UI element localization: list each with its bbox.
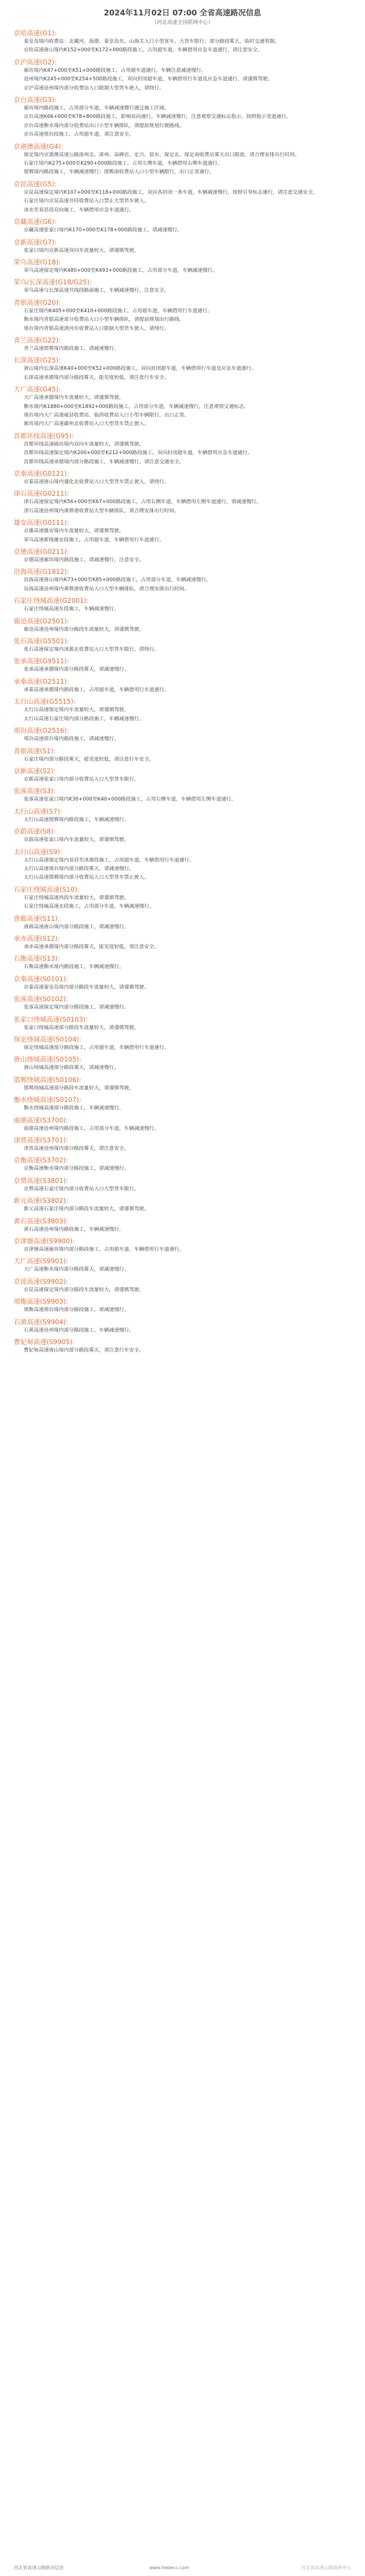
road-section (14, 1015, 351, 1031)
road-title: 曲港高速(S3700): (14, 1116, 68, 1124)
road-section (14, 746, 351, 763)
road-notice: 沿海高速唐山境内K73+000至K85+000路段施工，占用部分车道，车辆减速慢行。 (23, 577, 212, 583)
road-section (14, 1136, 351, 1152)
road-notice: 京台高速邢台段施工，占用超车道，请注意安全。 (23, 132, 135, 138)
road-notice: 张石高速保定境内涞源北收费站入口大型货车限行，请绕行。 (23, 647, 160, 653)
road-title: 衡水绕城高速(S0107): (14, 1096, 82, 1104)
road-notice: 津石高速沧州境内黄骅港收费站大型车辆排队，请合理安排出行时间。 (23, 508, 180, 514)
road-section (14, 217, 351, 234)
road-title: 曹妃甸高速(S9905): (14, 1338, 75, 1346)
road-section (14, 847, 351, 881)
road-section (14, 1216, 351, 1233)
road-notice: 黄石高速沧州境内路段施工，车辆减速慢行。 (23, 1226, 124, 1232)
road-title: 津石高速(G0211): (14, 489, 70, 498)
road-section (14, 914, 351, 930)
road-section (14, 1156, 351, 1172)
road-section (14, 518, 351, 544)
road-notice: 唐廊高速唐山境内部分路段施工，请减速慢行。 (23, 924, 129, 930)
road-section (14, 1256, 351, 1273)
road-notice: 廊坊境内K47+000至K51+000路段施工，占用超车道通行，车辆注意减速慢行。 (23, 67, 206, 74)
road-notice: 京秦高速唐山境内遵化北收费站入口大型货车禁止驶入，请绕行。 (23, 479, 169, 485)
road-section (14, 336, 351, 352)
road-section (14, 954, 351, 970)
road-notice: 邯郸绕城高速部分路段车流量较大，请谨慎驾驶。 (23, 1085, 135, 1091)
road-title: 首都环线高速(G95): (14, 431, 74, 440)
road-title: 大广高速(G45): (14, 385, 61, 394)
road-title: 京新高速(G7): (14, 238, 57, 246)
road-notice: 石家庄绕城高速西段车流量较大，请谨慎驾驶。 (23, 895, 129, 901)
road-title: 保定绕城高速(S0104): (14, 1035, 82, 1043)
road-title: 新元高速(S3802): (14, 1197, 68, 1205)
road-notice: 廊沧高速沧州境内部分路段车流量较大，请谨慎驾驶。 (23, 626, 144, 632)
road-section (14, 431, 351, 466)
road-title: 津晋高速(S3701): (14, 1136, 68, 1145)
road-notice: 太行山高速邯郸境内部分收费站入口大型货车禁止驶入。 (23, 875, 149, 881)
road-section (14, 1317, 351, 1334)
road-notice: 首都环线高速承德境内部分路段施工，车辆减速慢行，请注意交通安全。 (23, 459, 185, 465)
road-title: 石衡高速(S13): (14, 954, 60, 963)
road-notice: 张涿高速张家口境内K30+000至K40+000路段施工，占用右侧车道，车辆借用左侧车道通行。 (23, 797, 237, 803)
road-title: 京秦高速(S0101): (14, 974, 68, 983)
road-title: 唐廊高速(S11): (14, 914, 60, 922)
road-title: 张承高速(G9511): (14, 657, 70, 666)
road-section (14, 238, 351, 254)
road-title: 京秦高速(G0121): (14, 470, 70, 477)
road-notice: 京雄高速雄安境内车流量较大，请谨慎驾驶。 (23, 528, 124, 534)
page-source: （河北高速全国联网中心） (151, 20, 213, 26)
road-title: 京港澳高速(G4): (14, 142, 63, 150)
road-notice: 保定绕城高速部分路段施工，占用超车道，车辆借用行车道通行。 (23, 1045, 169, 1051)
road-title: 雄安高速(G0111): (14, 519, 70, 527)
road-title: 京昆高速(S9902): (14, 1277, 68, 1285)
road-notice: 京秦高速秦皇岛境内部分路段车流量较大，请谨慎驾驶。 (23, 984, 149, 990)
road-title: 京赞高速(S3801): (14, 1176, 68, 1185)
road-title: 廊沧高速(G2501): (14, 617, 70, 625)
road-notice: 京哈高速唐山境内K152+000至K172+000路段施工，占用超车道，车辆借用应急车道通行，请注意安全。 (23, 47, 263, 54)
road-section (14, 1176, 351, 1193)
road-title: 太行山高速(S9): (14, 847, 62, 856)
road-notice: 津石高速保定境内K56+000至K67+000路段施工，占用右侧车道，车辆借用左侧车道通行，请减速慢行。 (23, 499, 262, 505)
road-notice: 荣乌高速保定境内K480+000至K493+000路段施工，占用部分车道，车辆减速慢行。 (23, 267, 218, 273)
road-title: 大广高速(S9901): (14, 1257, 68, 1265)
road-section (14, 885, 351, 911)
road-title: 长深高速(G25): (14, 356, 61, 365)
road-section (14, 1196, 351, 1213)
road-section (14, 142, 351, 176)
road-title: 邢衡高速(S9903): (14, 1297, 68, 1306)
road-title: 承秦高速(G2511): (14, 677, 70, 685)
road-notice: 沿海高速沧州境内黄骅港收费站入口大型车辆排队，请合理安排出行时间。 (23, 586, 189, 592)
road-notice: 唐山绕城高速部分路段雾天，请减速慢行。 (23, 1065, 119, 1071)
road-section (14, 28, 351, 54)
road-notice: 京沪高速沧州境内部分收费站入口限制大型货车驶入，请绕行。 (23, 85, 164, 91)
road-title: 太行山高速(S7): (14, 807, 62, 815)
road-title: 荣乌/长深高速(G18/G25): (14, 278, 92, 287)
road-section (14, 596, 351, 613)
road-notice: 廊坊境内路段施工，占用部分车道，车辆减速慢行通过施工区域。 (23, 105, 169, 112)
road-section (14, 726, 351, 742)
road-notice: 京蔚高速张家口境内车流量较大，请谨慎驾驶。 (23, 837, 129, 843)
road-notice: 津晋高速沧州境内部分路段雾天，请注意安全。 (23, 1146, 129, 1152)
road-section (14, 1236, 351, 1253)
road-title: 太行山高速(G5515): (14, 697, 76, 706)
road-section (14, 1277, 351, 1293)
road-title: 承赤高速(S12): (14, 934, 60, 942)
footer-left: 河北省高速公路路况信息 (14, 2565, 64, 2570)
road-notice: 太行山高速邯郸境内路段施工，车辆减速慢行。 (23, 817, 129, 823)
road-notice: 石衡高速衡水境内路段施工，车辆减速慢行。 (23, 964, 124, 970)
road-section (14, 469, 351, 485)
road-section (14, 1075, 351, 1092)
road-section (14, 617, 351, 633)
road-section (14, 1035, 351, 1051)
road-notice: 石家庄境内K405+000至K410+000路段施工，占用超车道，车辆借用行车道通行。 (23, 308, 213, 314)
road-title: 邯郸绕城高速(S0106): (14, 1075, 82, 1084)
road-title: 邢汾高速(G2516): (14, 726, 70, 735)
road-section (14, 1297, 351, 1313)
road-section (14, 974, 351, 991)
road-notice: 大广高速承德境内车流量较大，请谨慎驾驶。 (23, 395, 124, 401)
road-notice: 保定境内京港澳高速公路涿州北、涿州、高碑店、定兴、徐水、保定北、保定南收费站雾天出口限流，请合理安排出行时间。 (23, 152, 300, 158)
road-section (14, 1055, 351, 1071)
road-notice: 张家口绕城高速部分路段车流量较大，请谨慎驾驶。 (23, 1024, 139, 1031)
road-section (14, 356, 351, 381)
road-title: 荣乌高速(G18): (14, 258, 61, 266)
road-title: 石黄高速(S9904): (14, 1317, 68, 1326)
road-notice: 京德高速廊坊境内路段施工，请减速慢行，注意安全。 (23, 557, 144, 564)
road-notice: 张涿高速保定境内部分路段施工，请减速慢行。 (23, 1005, 129, 1011)
road-notice: 太行山高速保定境内车流量较大，请谨慎驾驶。 (23, 707, 129, 713)
road-notice: 邢台境内青银高速清河东收费站入口限制大型货车驶入，请绕行。 (23, 325, 169, 332)
road-section (14, 1337, 351, 1354)
road-notice: 首都环线高速廊坊境内双向车流量较大，请谨慎驾驶。 (23, 441, 144, 447)
road-title: 石家庄绕城高速(G2001): (14, 597, 89, 605)
road-notice: 衡水绕城高速部分路段施工，车辆减速慢行。 (23, 1105, 124, 1112)
road-notice: 荣乌高速与长深高速共线段路面施工，车辆减速慢行，注意安全。 (23, 288, 169, 294)
road-section (14, 934, 351, 950)
road-notice: 大广高速衡水境内部分路段雾天，请减速慢行。 (23, 1267, 129, 1273)
road-notice: 京津塘高速廊坊境内部分路段施工，占用超车道，车辆借用行车道通行。 (23, 1247, 185, 1253)
road-title: 京津塘高速(S9900): (14, 1237, 75, 1246)
road-title: 京哈高速(G1): (14, 29, 57, 37)
page-title: 2024年11月02日 07:00 全省高速路况信息 (103, 9, 262, 18)
road-title: 黄石高速(S3803): (14, 1216, 68, 1225)
footer-link[interactable]: www.hebecc.com (149, 2565, 189, 2570)
road-section (14, 258, 351, 274)
road-section (14, 1095, 351, 1112)
road-notice: 唐山境内长深高速K40+000至K52+000路段施工，双向封闭超车道，车辆借用行车道及应急车道通行。 (23, 366, 257, 372)
road-title: 京昆高速(G5): (14, 179, 57, 188)
road-title: 张涿高速(S3): (14, 787, 56, 795)
road-notice: 石家庄境内京昆高速井陉收费站入口禁止大型货车驶入。 (23, 198, 149, 205)
road-title: 青银高速(G20): (14, 298, 61, 307)
road-notice: 涞水至易县段双向施工，车辆借用应急车道通行。 (23, 207, 135, 213)
road-title: 京蔚高速(S8): (14, 827, 56, 836)
road-title: 京新高速(S2): (14, 766, 56, 775)
road-notice: 廊坊境内大广高速霸州北收费站入口大型货车禁止驶入。 (23, 421, 149, 427)
road-notice: 邯郸境内路段施工，车辆减速慢行；邯郸南收费站入口小型车辆限行，出口正常通行。 (23, 169, 214, 175)
road-notice: 石黄高速沧州境内部分路段施工，车辆减速慢行。 (23, 1327, 135, 1333)
road-notice: 张家口境内京新高速双向车流量较大，请谨慎驾驶。 (23, 247, 139, 254)
road-notice: 曲港高速沧州境内路段施工，占用部分车道，车辆减速慢行。 (23, 1125, 160, 1132)
road-notice: 邢汾高速邢台境内路段施工，请减速慢行。 (23, 736, 119, 742)
road-notice: 京赞高速石家庄境内部分收费站入口大型货车限行。 (23, 1186, 139, 1192)
road-notice: 京台高速衡水境内部分收费站出口小型车辆排队，请提前规划行驶路线。 (23, 123, 185, 129)
road-notice: 京台高速K66+000至K78+800路段施工，影响双向通行，车辆减速慢行，注意观察交通标志指示，按照指示变道通行。 (23, 114, 291, 120)
road-notice: 新元高速石家庄境内部分路段车流量较大，请谨慎驾驶。 (23, 1206, 149, 1213)
road-title: 京沪高速(G2): (14, 58, 57, 66)
road-title: 张石高速(G5501): (14, 637, 70, 646)
road-notice: 京藏高速张家口境内K170+000至K178+000路段施工，请减速慢行。 (23, 227, 182, 234)
road-notice: 秦皇岛境内收费站：北戴河、海港、秦皇岛东、山海关入口小型客车、大货车限行；部分路段雾天，临时交通管制。 (23, 39, 280, 44)
road-title: 青银高速(S1): (14, 746, 56, 755)
road-section (14, 547, 351, 564)
road-notice: 张承高速承德境内部分路段雾天，请减速慢行。 (23, 667, 129, 673)
road-section (14, 567, 351, 593)
road-section (14, 1116, 351, 1132)
road-title: 沿海高速(G1812): (14, 568, 70, 576)
road-notice: 石家庄绕城高速北段施工，占用部分车道，车辆减速慢行。 (23, 904, 155, 910)
road-section (14, 385, 351, 428)
road-notice: 荣乌高速新线雄安段施工，占用超车道，车辆借用行车道通行。 (23, 537, 164, 543)
road-title: 石家庄绕城高速(S10): (14, 885, 80, 893)
road-section (14, 807, 351, 823)
road-section (14, 994, 351, 1011)
road-notice: 京衡高速衡水境内部分路段施工，请减速慢行。 (23, 1166, 129, 1172)
road-notice: 太行山高速石家庄境内部分路段施工，车辆减速慢行。 (23, 716, 144, 722)
road-section (14, 697, 351, 722)
footer-watermark: 河北省高速公路联网中心 (301, 2565, 351, 2570)
road-section (14, 677, 351, 693)
road-notice: 太行山高速保定境内易县至涞源段施工，占用超车道，车辆借用行车道通行。 (23, 857, 194, 863)
road-section (14, 277, 351, 294)
footer (0, 2563, 365, 2573)
road-notice: 曹妃甸高速唐山境内部分路段雾天，请注意行车安全。 (23, 1348, 144, 1354)
road-title: 唐山绕城高速(S0105): (14, 1055, 82, 1064)
road-list (14, 28, 351, 1354)
road-section (14, 827, 351, 843)
road-notice: 石家庄绕城高速东段施工，车辆减速慢行。 (23, 606, 119, 613)
road-notice: 邢衡高速邢台境内部分路段施工，请减速慢行。 (23, 1307, 129, 1313)
road-notice: 衡水境内K1880+000至K1892+000路段施工，占用部分车道，车辆减速慢行，注意观察交通标志。 (23, 403, 249, 410)
road-notice: 太行山高速邢台境内部分路段雾天，请减速慢行。 (23, 866, 135, 872)
road-title: 京藏高速(G6): (14, 218, 57, 226)
road-notice: 青兰高速邯郸境内路段施工，请减速慢行。 (23, 345, 119, 352)
road-section (14, 298, 351, 332)
road-section (14, 489, 351, 515)
road-section (14, 636, 351, 653)
road-section (14, 179, 351, 214)
road-section (14, 58, 351, 92)
road-notice: 承赤高速承德境内部分路段雾天，能见度较低，请注意安全。 (23, 944, 160, 950)
road-notice: 首都环线高速保定境内K200+000至K212+000路段施工，双向封闭超车道，车辆借用应急车道通行。 (23, 450, 253, 456)
road-notice: 石家庄境内K275+000至K290+000路段施工，占用左侧车道，车辆借用右侧车道通行。 (23, 161, 223, 167)
road-notice: 衡水境内青银高速部分收费站入口小型车辆排队，请提前规划出行路线。 (23, 317, 185, 323)
road-notice: 承秦高速承德境内路段施工，占用超车道，车辆借用行车道通行。 (23, 687, 169, 693)
road-notice: 长深高速承德境内部分路段雾天，能见度较低，请注意行车安全。 (23, 374, 169, 381)
road-title: 京台高速(G3): (14, 96, 57, 104)
road-notice: 京昆高速保定境内部分路段车流量较大，请谨慎驾驶。 (23, 1287, 144, 1293)
road-title: 张家口绕城高速(S0103): (14, 1015, 88, 1023)
road-section (14, 656, 351, 673)
road-notice: 京昆高速保定境内K107+000至K118+000路段施工，双向各封闭一条车道，车辆减速慢行，按照引导标志通行，请注意交通安全。 (23, 189, 318, 195)
road-notice: 石家庄境内部分路段雾天，能见度较低，请注意行车安全。 (23, 756, 155, 762)
road-title: 京衡高速(S3702): (14, 1156, 68, 1165)
road-section (14, 786, 351, 803)
road-notice: 沧州境内K245+000至K254+500路段施工，双向封闭超车道，车辆借用行车道及应急车道通行，请谨慎驾驶。 (23, 76, 273, 83)
road-section (14, 95, 351, 138)
road-title: 张涿高速(S0102): (14, 995, 68, 1003)
road-title: 青兰高速(G22): (14, 336, 61, 344)
road-notice: 京新高速张家口境内部分收费站入口大型货车限行。 (23, 776, 139, 782)
road-title: 京德高速(G0211): (14, 548, 70, 556)
road-section (14, 766, 351, 783)
road-notice: 邢台境内大广高速威县收费站、临西收费站入口小型车辆限行，出口正常。 (23, 412, 189, 418)
